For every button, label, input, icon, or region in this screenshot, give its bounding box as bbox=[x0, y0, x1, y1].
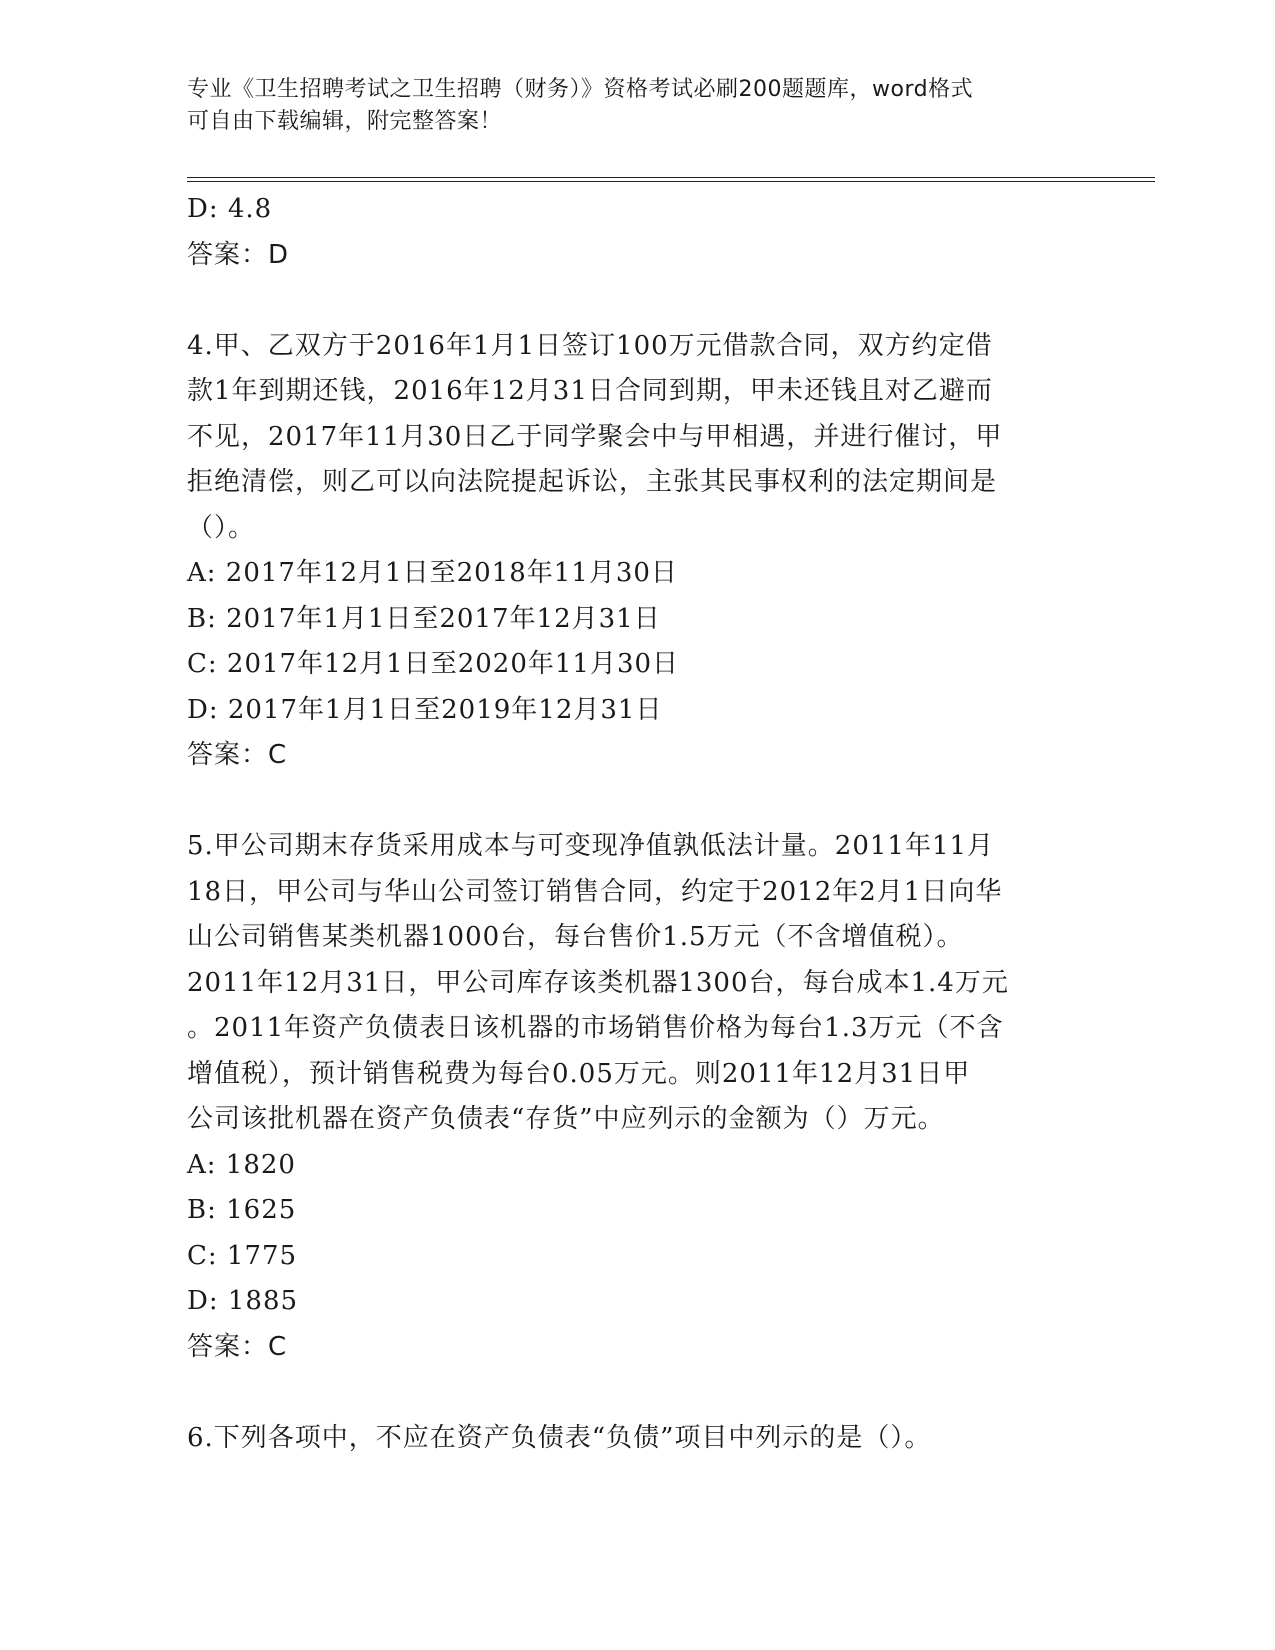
question-stem-line: 款1年到期还钱，2016年12月31日合同到期，甲未还钱且对乙避而 bbox=[187, 376, 993, 406]
question-stem-line: 2011年12月31日，甲公司库存该类机器1300台，每台成本1.4万元 bbox=[187, 967, 1009, 998]
question-stem-line: 增值税），预计销售税费为每台0.05万元。则2011年12月31日甲 bbox=[187, 1058, 971, 1089]
option-d: D: 1885 bbox=[187, 1286, 299, 1316]
question-5 bbox=[187, 824, 1087, 1370]
answer: 答案：C bbox=[187, 740, 288, 770]
option-b: B: 2017年1月1日至2017年12月31日 bbox=[187, 603, 661, 634]
question-6 bbox=[187, 1416, 1087, 1462]
question-stem-line: 4.甲、乙双方于2016年1月1日签订100万元借款合同，双方约定借 bbox=[187, 330, 993, 361]
question-stem-line: 公司该批机器在资产负债表“存货”中应列示的金额为（）万元。 bbox=[187, 1104, 945, 1134]
question-content bbox=[187, 187, 1087, 1461]
question-stem-line: （）。 bbox=[187, 512, 256, 543]
option-c: C: 1775 bbox=[187, 1240, 298, 1271]
question-stem-line: 。2011年资产负债表日该机器的市场销售价格为每台1.3万元（不含 bbox=[187, 1013, 1004, 1043]
option-d: D: 2017年1月1日至2019年12月31日 bbox=[187, 694, 663, 725]
spacer bbox=[187, 1370, 1087, 1416]
option-c: C: 2017年12月1日至2020年11月30日 bbox=[187, 649, 680, 679]
option-d: D: 4.8 bbox=[187, 194, 273, 224]
option-a: A: 2017年12月1日至2018年11月30日 bbox=[187, 558, 678, 588]
header-line-1: 专业《卫生招聘考试之卫生招聘（财务）》资格考试必刷200题题库，word格式 bbox=[187, 77, 974, 102]
question-stem-line: 6.下列各项中，不应在资产负债表“负债”项目中列示的是（）。 bbox=[187, 1422, 932, 1453]
question-3-tail bbox=[187, 187, 1087, 278]
question-stem-line: 山公司销售某类机器1000台，每台售价1.5万元（不含增值税）。 bbox=[187, 922, 964, 952]
question-4 bbox=[187, 324, 1087, 779]
option-b: B: 1625 bbox=[187, 1195, 297, 1225]
document-header bbox=[187, 74, 1087, 138]
answer: 答案：D bbox=[187, 239, 290, 270]
header-divider bbox=[187, 177, 1155, 182]
answer: 答案：C bbox=[187, 1331, 288, 1362]
question-stem-line: 拒绝清偿，则乙可以向法院提起诉讼，主张其民事权利的法定期间是 bbox=[187, 467, 998, 497]
question-stem-line: 不见，2017年11月30日乙于同学聚会中与甲相遇，并进行催讨，甲 bbox=[187, 421, 1003, 452]
spacer bbox=[187, 278, 1087, 324]
option-a: A: 1820 bbox=[187, 1149, 296, 1180]
spacer bbox=[187, 779, 1087, 825]
question-stem-line: 5.甲公司期末存货采用成本与可变现净值孰低法计量。2011年11月 bbox=[187, 831, 995, 861]
question-stem-line: 18日，甲公司与华山公司签订销售合同，约定于2012年2月1日向华 bbox=[187, 876, 1003, 907]
header-line-2: 可自由下载编辑，附完整答案！ bbox=[187, 109, 503, 134]
